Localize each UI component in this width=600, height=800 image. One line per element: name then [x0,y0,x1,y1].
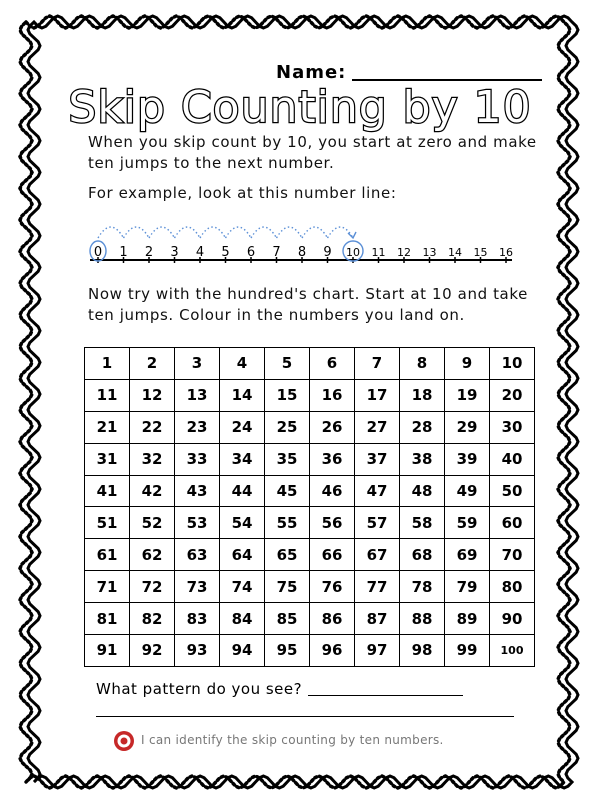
chart-cell[interactable]: 42 [130,475,175,507]
chart-cell[interactable]: 92 [130,635,175,667]
chart-row [85,443,535,475]
chart-cell[interactable]: 2 [130,348,175,380]
page-title: Skip Counting by 10 [68,82,532,133]
chart-cell[interactable]: 78 [400,571,445,603]
question-answer-line[interactable] [308,695,463,696]
question-text: What pattern do you see? [96,680,303,698]
chart-cell[interactable]: 85 [265,603,310,635]
name-write-line[interactable] [352,79,542,81]
chart-cell[interactable]: 10 [490,348,535,380]
chart-cell[interactable]: 95 [265,635,310,667]
chart-cell[interactable]: 22 [130,411,175,443]
chart-cell[interactable]: 82 [130,603,175,635]
chart-cell[interactable]: 14 [220,379,265,411]
chart-cell[interactable]: 15 [265,379,310,411]
chart-cell[interactable]: 41 [85,475,130,507]
chart-cell[interactable]: 3 [175,348,220,380]
chart-row [85,539,535,571]
chart-cell[interactable]: 40 [490,443,535,475]
chart-cell[interactable]: 81 [85,603,130,635]
chart-cell[interactable]: 99 [445,635,490,667]
chart-cell[interactable]: 53 [175,507,220,539]
chart-cell[interactable]: 49 [445,475,490,507]
pattern-question [96,680,536,698]
chart-cell[interactable]: 11 [85,379,130,411]
chart-cell[interactable]: 62 [130,539,175,571]
jump-arc [328,227,354,238]
name-field[interactable] [276,62,576,83]
chart-cell[interactable]: 70 [490,539,535,571]
chart-row [85,411,535,443]
chart-cell[interactable]: 27 [355,411,400,443]
jump-arc [124,227,150,238]
chart-cell[interactable]: 21 [85,411,130,443]
chart-cell[interactable]: 39 [445,443,490,475]
chart-cell[interactable]: 56 [310,507,355,539]
number-line-label: 4 [195,245,205,260]
chart-cell[interactable]: 64 [220,539,265,571]
chart-cell[interactable]: 16 [310,379,355,411]
chart-row [85,507,535,539]
number-line-label: 5 [221,245,230,260]
chart-cell[interactable]: 51 [85,507,130,539]
chart-cell[interactable]: 29 [445,411,490,443]
number-line-label: 1 [119,245,128,260]
chart-cell[interactable]: 94 [220,635,265,667]
chart-cell[interactable]: 48 [400,475,445,507]
number-line-label: 11 [371,246,386,259]
chart-cell[interactable]: 66 [310,539,355,571]
chart-cell[interactable]: 77 [355,571,400,603]
chart-cell[interactable]: 80 [490,571,535,603]
chart-cell[interactable]: 25 [265,411,310,443]
chart-cell[interactable]: 73 [175,571,220,603]
chart-cell[interactable]: 4 [220,348,265,380]
chart-cell[interactable]: 50 [490,475,535,507]
chart-cell[interactable]: 47 [355,475,400,507]
number-line-label: 15 [473,246,488,259]
chart-cell[interactable]: 12 [130,379,175,411]
chart-cell[interactable]: 83 [175,603,220,635]
intro-text: When you skip count by 10, you start at zero and make ten jumps to the next number. [88,133,537,172]
chart-row [85,635,535,667]
chart-cell[interactable]: 1 [85,348,130,380]
chart-cell[interactable]: 34 [220,443,265,475]
chart-cell[interactable]: 5 [265,348,310,380]
number-line-label: 10 [346,246,360,259]
number-line-label: 16 [499,246,513,259]
chart-cell[interactable]: 9 [445,348,490,380]
chart-cell[interactable]: 98 [400,635,445,667]
number-line-label: 8 [297,245,307,260]
chart-cell[interactable]: 90 [490,603,535,635]
name-label: Name: [276,62,347,83]
chart-cell[interactable]: 38 [400,443,445,475]
chart-cell[interactable]: 84 [220,603,265,635]
number-line-label: 3 [170,245,179,260]
chart-cell[interactable]: 79 [445,571,490,603]
chart-cell[interactable]: 93 [175,635,220,667]
chart-cell[interactable]: 71 [85,571,130,603]
chart-cell[interactable]: 6 [310,348,355,380]
chart-cell[interactable]: 37 [355,443,400,475]
number-line-label: 6 [246,245,256,260]
chart-row [85,379,535,411]
chart-cell[interactable]: 72 [130,571,175,603]
chart-cell[interactable]: 55 [265,507,310,539]
jump-arc [175,227,201,238]
chart-cell[interactable]: 63 [175,539,220,571]
chart-cell[interactable]: 19 [445,379,490,411]
number-line-label: 9 [323,245,332,260]
chart-cell[interactable]: 88 [400,603,445,635]
chart-cell[interactable]: 59 [445,507,490,539]
chart-cell[interactable]: 100 [490,635,535,667]
number-line-label: 13 [422,246,437,259]
chart-cell[interactable]: 43 [175,475,220,507]
hundreds-chart [84,347,535,667]
chart-cell[interactable]: 36 [310,443,355,475]
chart-cell[interactable]: 54 [220,507,265,539]
jump-arc [277,227,303,238]
chart-row [85,475,535,507]
chart-cell[interactable]: 61 [85,539,130,571]
number-line-label: 7 [272,245,281,260]
chart-row [85,571,535,603]
chart-cell[interactable]: 45 [265,475,310,507]
number-line [86,208,516,278]
jump-arc [200,227,226,238]
chart-cell[interactable]: 87 [355,603,400,635]
number-line-label: 0 [93,245,103,260]
chart-cell[interactable]: 32 [130,443,175,475]
chart-cell[interactable]: 13 [175,379,220,411]
chart-cell[interactable]: 7 [355,348,400,380]
chart-cell[interactable]: 52 [130,507,175,539]
chart-cell[interactable]: 35 [265,443,310,475]
chart-cell[interactable]: 91 [85,635,130,667]
chart-cell[interactable]: 33 [175,443,220,475]
answer-line[interactable] [96,716,514,717]
chart-cell[interactable]: 46 [310,475,355,507]
chart-cell[interactable]: 96 [310,635,355,667]
chart-cell[interactable]: 89 [445,603,490,635]
number-line-label: 14 [448,246,462,259]
chart-cell[interactable]: 30 [490,411,535,443]
chart-row [85,603,535,635]
instruction-text: Now try with the hundred's chart. Start at 10 and take ten jumps. Colour in the numbers you land on. [88,285,528,324]
jump-arc [302,227,328,238]
learning-goal: I can identify the skip counting by ten numbers. [141,733,444,747]
chart-cell[interactable]: 8 [400,348,445,380]
chart-cell[interactable]: 24 [220,411,265,443]
chart-cell[interactable]: 58 [400,507,445,539]
chart-cell[interactable]: 69 [445,539,490,571]
chart-cell[interactable]: 86 [310,603,355,635]
target-icon [113,730,135,752]
chart-cell[interactable]: 20 [490,379,535,411]
chart-cell[interactable]: 68 [400,539,445,571]
chart-cell[interactable]: 23 [175,411,220,443]
chart-cell[interactable]: 97 [355,635,400,667]
chart-cell[interactable]: 44 [220,475,265,507]
chart-cell[interactable]: 74 [220,571,265,603]
example-text: For example, look at this number line: [88,184,397,202]
chart-cell[interactable]: 60 [490,507,535,539]
chart-cell[interactable]: 57 [355,507,400,539]
jump-arc [226,227,252,238]
chart-cell[interactable]: 31 [85,443,130,475]
number-line-label: 12 [397,246,411,259]
chart-cell[interactable]: 76 [310,571,355,603]
chart-cell[interactable]: 67 [355,539,400,571]
chart-cell[interactable]: 75 [265,571,310,603]
chart-row [85,348,535,380]
jump-arc [98,227,124,238]
number-line-label: 2 [144,245,154,260]
chart-cell[interactable]: 26 [310,411,355,443]
chart-cell[interactable]: 28 [400,411,445,443]
chart-cell[interactable]: 65 [265,539,310,571]
jump-arc [149,227,175,238]
jump-arc [251,227,277,238]
chart-cell[interactable]: 17 [355,379,400,411]
chart-cell[interactable]: 18 [400,379,445,411]
